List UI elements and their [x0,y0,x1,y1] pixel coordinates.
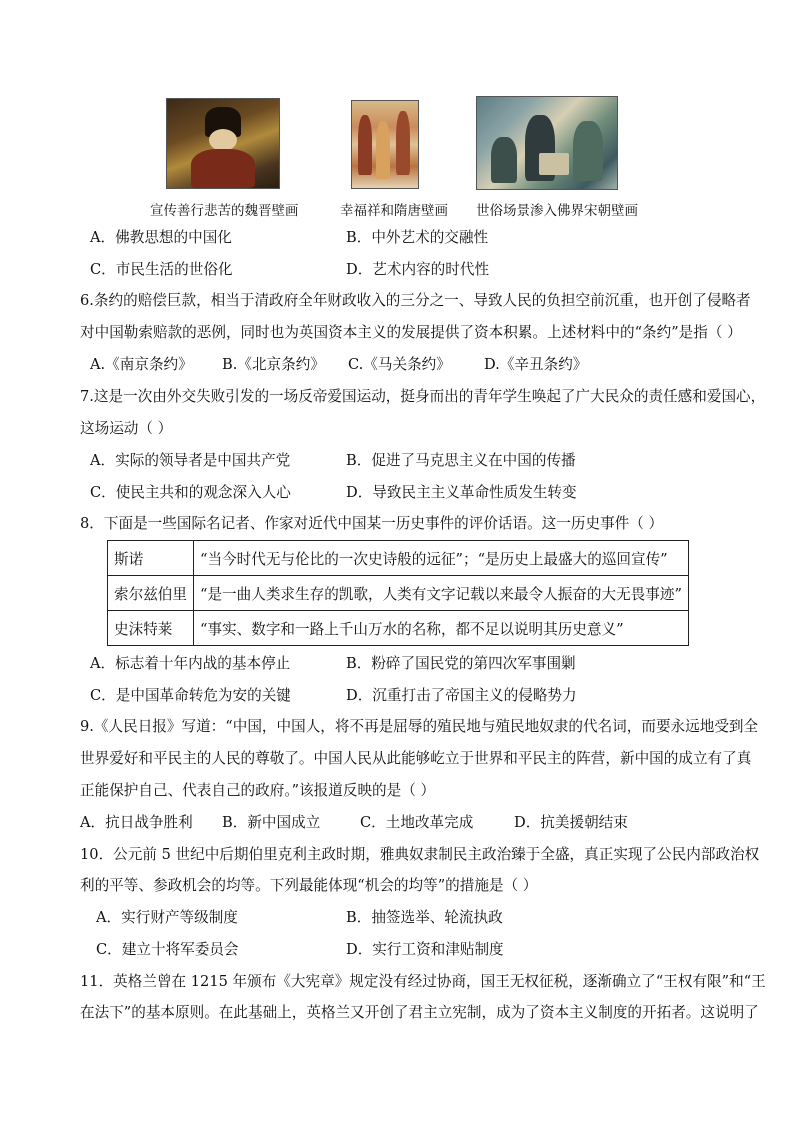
q8-stem: 8．下面是一些国际名记者、作家对近代中国某一历史事件的评价话语。这一历史事件（ ） [80,515,664,532]
q5-option-a: A．佛教思想的中国化 [90,229,232,246]
q7-option-d: D．导致民主主义革命性质发生转变 [346,484,577,501]
q9-option-a: A．抗日战争胜利 [80,814,193,831]
q8-quotes-table [107,540,689,646]
song-mural-image [476,96,618,190]
q9-option-d: D．抗美援朝结束 [514,814,628,831]
q10-option-b: B．抽签选举、轮流执政 [346,909,503,926]
q8-option-b: B．粉碎了国民党的第四次军事围剿 [346,655,576,672]
q8-option-c: C．是中国革命转危为安的关键 [90,687,291,704]
q5-option-c: C．市民生活的世俗化 [90,261,233,278]
table-cell-quote: “是一曲人类求生存的凯歌，人类有文字记载以来最令人振奋的大无畏事迹” [193,576,688,611]
q9-stem-line3: 正能保护自己、代表自己的政府。”该报道反映的是（ ） [80,782,436,799]
q9-stem-line1: 9.《人民日报》写道：“中国，中国人，将不再是屈辱的殖民地与殖民地奴隶的代名词，而要永远地受到全 [80,718,759,735]
q8-option-a: A．标志着十年内战的基本停止 [90,655,291,672]
q7-option-c: C．使民主共和的观念深入人心 [90,484,291,501]
q5-option-d: D．艺术内容的时代性 [346,261,490,278]
q7-stem-line1: 7.这是一次由外交失败引发的一场反帝爱国运动，挺身而出的青年学生唤起了广大民众的责任感和爱国心， [80,388,766,405]
q10-stem-line2: 利的平等、参政机会的均等。下列最能体现“机会的均等”的措施是（ ） [80,877,538,894]
q9-option-b: B．新中国成立 [222,814,321,831]
q10-option-a: A．实行财产等级制度 [96,909,238,926]
wei-jin-mural-image [166,98,280,189]
q6-stem-line2: 对中国勒索赔款的恶例，同时也为英国资本主义的发展提供了资本积累。上述材料中的“条约”是指（ ） [80,324,742,341]
q7-stem-line2: 这场运动（ ） [80,420,173,437]
q11-stem-line2: 在法下”的基本原则。在此基础上，英格兰又开创了君主立宪制，成为了资本主义制度的开拓者。这说明了 [80,1004,759,1021]
table-cell-quote: “事实、数字和一路上千山万水的名称，都不足以说明其历史意义” [193,611,688,646]
table-row [108,576,689,611]
q6-option-a: A.《南京条约》 [90,356,193,373]
table-cell-name: 索尔兹伯里 [108,576,194,611]
table-cell-name: 史沫特莱 [108,611,194,646]
table-cell-quote: “当今时代无与伦比的一次史诗般的远征”；“是历史上最盛大的巡回宣传” [193,541,688,576]
q8-option-d: D．沉重打击了帝国主义的侵略势力 [346,687,577,704]
q6-option-b: B.《北京条约》 [222,356,325,373]
q7-option-b: B．促进了马克思主义在中国的传播 [346,452,576,469]
q9-stem-line2: 世界爱好和平民主的人民的尊敬了。中国人民从此能够屹立于世界和平民主的阵营，新中国的成立有了真 [80,750,752,767]
table-row [108,541,689,576]
q7-option-a: A．实际的领导者是中国共产党 [90,452,291,469]
q6-option-d: D.《辛丑条约》 [484,356,588,373]
sui-tang-mural-image [351,100,419,189]
q10-option-d: D．实行工资和津贴制度 [346,941,504,958]
q10-option-c: C．建立十将军委员会 [96,941,239,958]
q5-option-b: B．中外艺术的交融性 [346,229,489,246]
q10-stem-line1: 10．公元前 5 世纪中后期伯里克利主政时期，雅典奴隶制民主政治臻于全盛，真正实现了公民内部政治权 [80,846,760,863]
mural-caption-wei-jin: 宣传善行悲苦的魏晋壁画 [150,203,299,219]
q11-stem-line1: 11．英格兰曾在 1215 年颁布《大宪章》规定没有经过协商，国王无权征税，逐渐确立了“王权有限”和“王 [80,973,766,990]
table-cell-name: 斯诺 [108,541,194,576]
mural-caption-sui-tang: 幸福祥和隋唐壁画 [340,203,448,219]
table-row [108,611,689,646]
q6-stem-line1: 6.条约的赔偿巨款，相当于清政府全年财政收入的三分之一、导致人民的负担空前沉重，也开创了侵略者 [80,292,751,309]
q6-option-c: C.《马关条约》 [348,356,451,373]
mural-caption-song: 世俗场景渗入佛界宋朝壁画 [476,203,638,219]
q9-option-c: C．土地改革完成 [360,814,474,831]
